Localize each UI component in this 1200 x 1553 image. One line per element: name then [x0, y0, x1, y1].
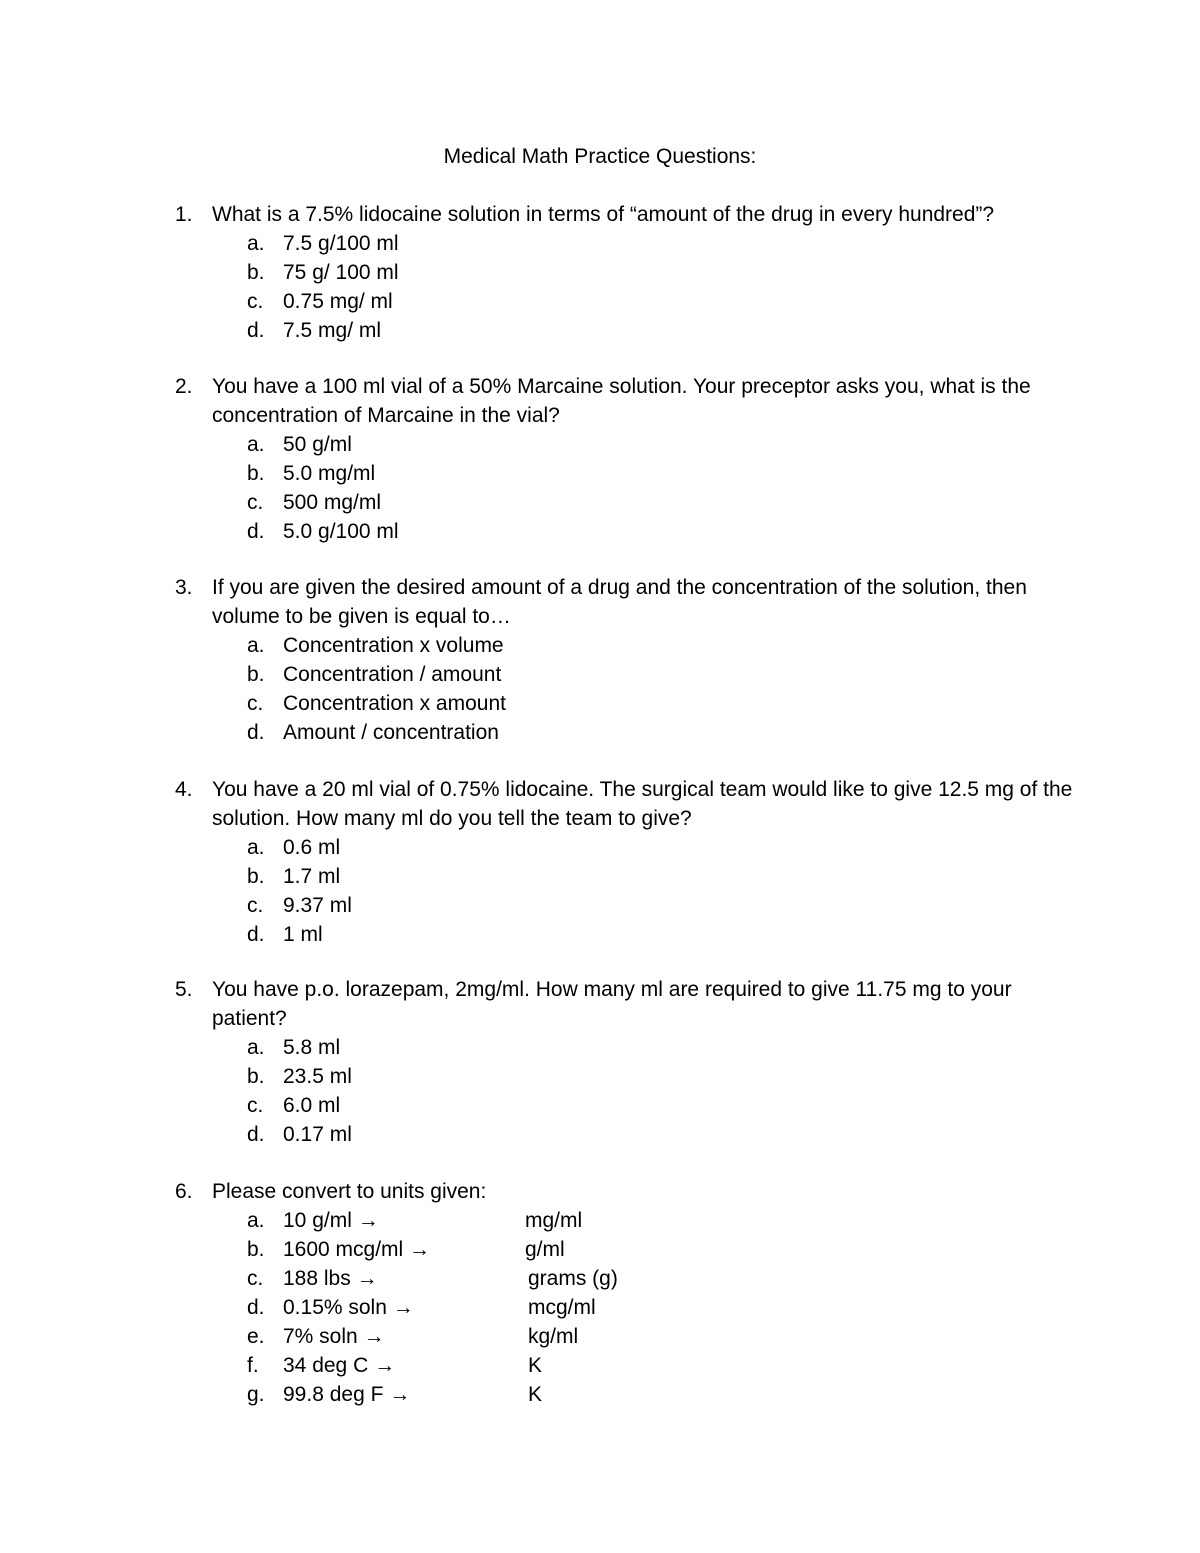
- target-unit: K: [528, 1383, 543, 1406]
- answer-option: [247, 488, 1075, 517]
- answer-option: [247, 1033, 1075, 1062]
- option-letter: c.: [247, 1094, 264, 1117]
- answer-option: [247, 316, 1075, 345]
- answer-options: [247, 1033, 1075, 1149]
- option-letter: a.: [247, 634, 265, 657]
- option-text: 75 g/ 100 ml: [283, 261, 399, 284]
- option-letter: c.: [247, 894, 264, 917]
- question-number: 4.: [175, 778, 193, 801]
- option-letter: a.: [247, 433, 265, 456]
- conversion-value: 7% soln →: [283, 1325, 385, 1348]
- option-text: 5.0 g/100 ml: [283, 520, 399, 543]
- option-text: 5.0 mg/ml: [283, 462, 376, 485]
- option-text: Concentration x volume: [283, 634, 504, 657]
- answer-options: [247, 631, 1075, 747]
- option-letter: c.: [247, 1267, 264, 1290]
- option-text: Concentration x amount: [283, 692, 506, 715]
- option-letter: b.: [247, 865, 265, 888]
- option-letter: b.: [247, 462, 265, 485]
- conversion-value: 0.15% soln →: [283, 1296, 414, 1319]
- option-text: 1 ml: [283, 923, 323, 946]
- option-letter: b.: [247, 261, 265, 284]
- option-letter: c.: [247, 491, 264, 514]
- option-text: 5.8 ml: [283, 1036, 341, 1059]
- question-number: 2.: [175, 375, 193, 398]
- conversion-value: 99.8 deg F →: [283, 1383, 411, 1406]
- option-letter: b.: [247, 663, 265, 686]
- answer-option: [247, 258, 1075, 287]
- question-number: 5.: [175, 978, 193, 1001]
- option-text: 9.37 ml: [283, 894, 352, 917]
- page-title: Medical Math Practice Questions:: [443, 145, 757, 168]
- answer-option: [247, 517, 1075, 546]
- option-letter: c.: [247, 290, 264, 313]
- option-text: 0.6 ml: [283, 836, 341, 859]
- target-unit: mg/ml: [525, 1209, 583, 1232]
- question-text: You have p.o. lorazepam, 2mg/ml. How many ml are required to give 11.75 mg to your patient?: [212, 978, 1012, 1030]
- target-unit: mcg/ml: [528, 1296, 596, 1319]
- answer-option: [247, 660, 1075, 689]
- answer-option: [247, 1062, 1075, 1091]
- option-letter: a.: [247, 1036, 265, 1059]
- conversion-options: [247, 1206, 1075, 1409]
- question-5: [175, 975, 1075, 1149]
- conversion-item: [247, 1293, 1075, 1322]
- conversion-item: [247, 1206, 1075, 1235]
- option-letter: b.: [247, 1238, 265, 1261]
- option-letter: d.: [247, 520, 265, 543]
- option-letter: e.: [247, 1325, 265, 1348]
- option-letter: g.: [247, 1383, 265, 1406]
- conversion-value: 10 g/ml →: [283, 1209, 379, 1232]
- option-text: 50 g/ml: [283, 433, 352, 456]
- option-letter: c.: [247, 692, 264, 715]
- option-text: 500 mg/ml: [283, 491, 382, 514]
- answer-options: [247, 833, 1075, 949]
- question-number: 3.: [175, 576, 193, 599]
- option-text: Concentration / amount: [283, 663, 502, 686]
- answer-option: [247, 459, 1075, 488]
- answer-option: [247, 1120, 1075, 1149]
- question-4: [175, 775, 1075, 949]
- option-text: 0.17 ml: [283, 1123, 352, 1146]
- answer-option: [247, 862, 1075, 891]
- conversion-item: [247, 1322, 1075, 1351]
- option-letter: f.: [247, 1354, 259, 1377]
- conversion-item: [247, 1264, 1075, 1293]
- conversion-item: [247, 1351, 1075, 1380]
- option-letter: b.: [247, 1065, 265, 1088]
- answer-option: [247, 287, 1075, 316]
- question-text: Please convert to units given:: [212, 1180, 487, 1203]
- option-text: Amount / concentration: [283, 721, 499, 744]
- option-letter: d.: [247, 1123, 265, 1146]
- option-text: 7.5 g/100 ml: [283, 232, 399, 255]
- option-letter: a.: [247, 232, 265, 255]
- question-text: What is a 7.5% lidocaine solution in terms of “amount of the drug in every hundred”?: [212, 203, 995, 226]
- target-unit: g/ml: [525, 1238, 565, 1261]
- question-1: [175, 200, 1075, 345]
- option-text: 1.7 ml: [283, 865, 341, 888]
- conversion-value: 34 deg C →: [283, 1354, 396, 1377]
- question-text: You have a 100 ml vial of a 50% Marcaine solution. Your preceptor asks you, what is the concentration of Marcaine in the vial?: [212, 375, 1031, 427]
- answer-option: [247, 891, 1075, 920]
- answer-option: [247, 833, 1075, 862]
- option-letter: d.: [247, 721, 265, 744]
- conversion-value: 188 lbs →: [283, 1267, 378, 1290]
- answer-option: [247, 430, 1075, 459]
- question-6: [175, 1177, 1075, 1409]
- answer-option: [247, 631, 1075, 660]
- target-unit: grams (g): [528, 1267, 618, 1290]
- conversion-value: 1600 mcg/ml →: [283, 1238, 431, 1261]
- option-letter: d.: [247, 1296, 265, 1319]
- option-letter: d.: [247, 923, 265, 946]
- question-text: You have a 20 ml vial of 0.75% lidocaine. The surgical team would like to give 12.5 mg of the solution. How many ml do you tell the team to give?: [212, 778, 1073, 830]
- option-letter: d.: [247, 319, 265, 342]
- answer-option: [247, 1091, 1075, 1120]
- option-letter: a.: [247, 836, 265, 859]
- option-text: 6.0 ml: [283, 1094, 341, 1117]
- target-unit: kg/ml: [528, 1325, 579, 1348]
- answer-option: [247, 229, 1075, 258]
- conversion-item: [247, 1235, 1075, 1264]
- conversion-item: [247, 1380, 1075, 1409]
- answer-option: [247, 689, 1075, 718]
- option-text: 0.75 mg/ ml: [283, 290, 393, 313]
- answer-options: [247, 229, 1075, 345]
- question-number: 6.: [175, 1180, 193, 1203]
- question-3: [175, 573, 1075, 747]
- option-text: 7.5 mg/ ml: [283, 319, 382, 342]
- answer-option: [247, 920, 1075, 949]
- question-2: [175, 372, 1075, 546]
- option-letter: a.: [247, 1209, 265, 1232]
- answer-option: [247, 718, 1075, 747]
- target-unit: K: [528, 1354, 543, 1377]
- question-number: 1.: [175, 203, 193, 226]
- option-text: 23.5 ml: [283, 1065, 352, 1088]
- question-text: If you are given the desired amount of a drug and the concentration of the solution, then volume to be given is equal to…: [212, 576, 1027, 628]
- answer-options: [247, 430, 1075, 546]
